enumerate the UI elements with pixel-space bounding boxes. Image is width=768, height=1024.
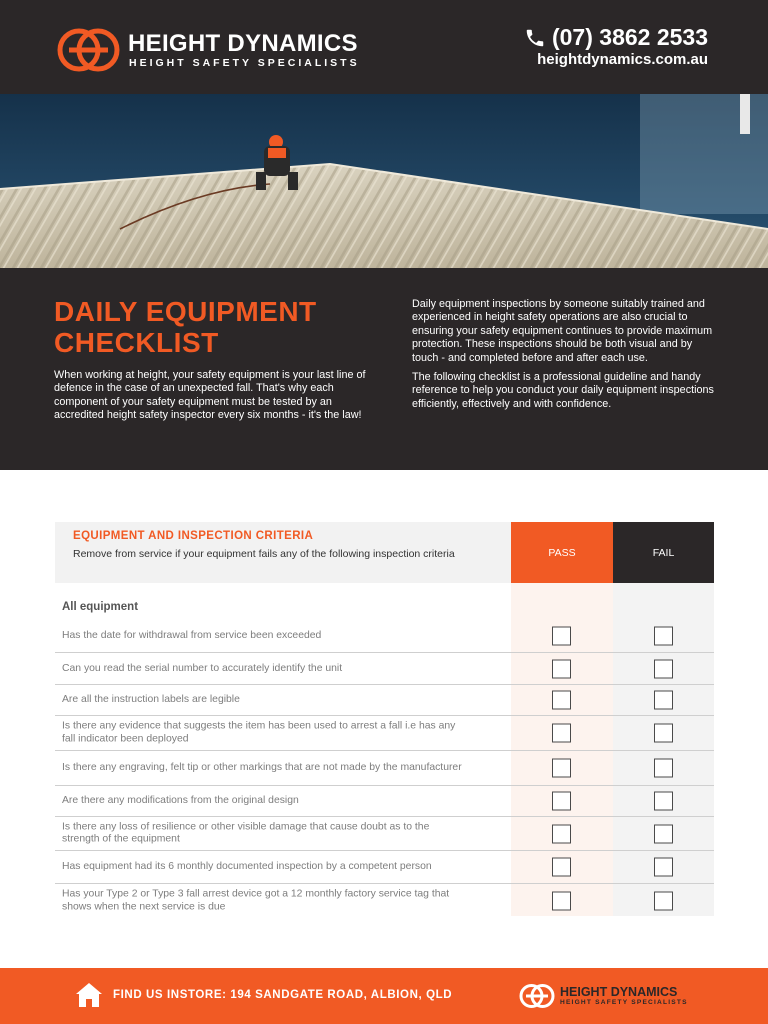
table-row [55, 620, 714, 653]
fail-checkbox[interactable] [654, 824, 673, 843]
pass-checkbox[interactable] [552, 724, 571, 743]
table-row [55, 851, 714, 884]
criteria-text: Are all the instruction labels are legible [62, 693, 240, 705]
table-row [55, 786, 714, 817]
pass-checkbox[interactable] [552, 659, 571, 678]
website-link[interactable]: heightdynamics.com.au [537, 51, 708, 68]
fail-checkbox[interactable] [654, 759, 673, 778]
title-line-2: CHECKLIST [54, 327, 219, 358]
pass-checkbox[interactable] [552, 858, 571, 877]
criteria-text: Has equipment had its 6 monthly documented inspection by a competent person [62, 860, 432, 872]
criteria-header [55, 522, 511, 583]
intro-right-paragraph-2: The following checklist is a professional guideline and handy reference to help you conduct your daily equipment inspections efficiently, effectively and with confidence. [412, 371, 714, 410]
pass-checkbox[interactable] [552, 792, 571, 811]
fail-checkbox[interactable] [654, 792, 673, 811]
pass-column-header: PASS [511, 522, 613, 583]
pass-checkbox[interactable] [552, 892, 571, 911]
table-row [55, 653, 714, 685]
intro-section [0, 268, 768, 470]
phone-number-link[interactable] [524, 24, 708, 51]
fail-checkbox[interactable] [654, 892, 673, 911]
criteria-text: Can you read the serial number to accurately identify the unit [62, 662, 343, 674]
rooftop-worker-photo-icon [0, 94, 768, 268]
fail-checkbox[interactable] [654, 627, 673, 646]
table-row [55, 751, 714, 786]
checklist-rows [55, 620, 714, 918]
criteria-text: Has your Type 2 or Type 3 fall arrest device got a 12 monthly factory service tag that shows when the next service is due [62, 888, 450, 912]
criteria-text: Are there any modifications from the original design [62, 794, 299, 806]
table-row [55, 716, 714, 751]
footer-brand-name: HEIGHT DYNAMICS [560, 985, 678, 999]
table-row [55, 685, 714, 716]
criteria-text: Has the date for withdrawal from service been exceeded [62, 629, 322, 641]
fail-column-header: FAIL [613, 522, 714, 583]
section-label-all-equipment: All equipment [62, 601, 139, 613]
table-row [55, 884, 714, 918]
criteria-subtitle: Remove from service if your equipment fails any of the following inspection criteria [73, 548, 455, 560]
intro-left-paragraph: When working at height, your safety equipment is your last line of defence in the case of an unexpected fall. That's why each component of your safety equipment must be tested by an accredited height safety inspector every six months - it's the law! [54, 369, 366, 422]
brand-name: HEIGHT DYNAMICS [128, 30, 358, 57]
pass-checkbox[interactable] [552, 691, 571, 710]
criteria-text: Is there any engraving, felt tip or other markings that are not made by the manufacturer [62, 761, 462, 773]
page-footer [0, 968, 768, 1024]
intro-right-column [412, 298, 717, 411]
fail-checkbox[interactable] [654, 858, 673, 877]
brand-tagline: HEIGHT SAFETY SPECIALISTS [129, 57, 360, 69]
height-dynamics-logo-icon [57, 28, 120, 72]
title-line-1: DAILY EQUIPMENT [54, 296, 317, 327]
criteria-text: Is there any loss of resilience or other visible damage that cause doubt as to the strength of the equipment [62, 821, 430, 845]
phone-number: (07) 3862 2533 [551, 24, 708, 50]
footer-logo-icon [519, 983, 555, 1009]
store-address: FIND US INSTORE: 194 SANDGATE ROAD, ALBION, QLD [113, 989, 453, 1001]
criteria-title: EQUIPMENT AND INSPECTION CRITERIA [73, 530, 314, 542]
intro-right-paragraph-1: Daily equipment inspections by someone suitably trained and experienced in height safety operations are also crucial to ensuring your safety equipment continues to provide maximum protection. These inspections should be both visual and by touch - and completed before and after each use. [412, 298, 713, 364]
home-icon [74, 981, 104, 1009]
fail-checkbox[interactable] [654, 691, 673, 710]
footer-brand-tagline: HEIGHT SAFETY SPECIALISTS [560, 999, 688, 1006]
page-header [0, 0, 768, 94]
pass-checkbox[interactable] [552, 824, 571, 843]
criteria-text: Is there any evidence that suggests the item has been used to arrest a fall i.e has any fall indicator been deployed [62, 720, 456, 744]
phone-icon [524, 27, 546, 49]
fail-checkbox[interactable] [654, 659, 673, 678]
hero-image [0, 94, 768, 268]
table-row [55, 817, 714, 851]
pass-checkbox[interactable] [552, 759, 571, 778]
fail-checkbox[interactable] [654, 724, 673, 743]
page-title [54, 296, 374, 358]
pass-checkbox[interactable] [552, 627, 571, 646]
